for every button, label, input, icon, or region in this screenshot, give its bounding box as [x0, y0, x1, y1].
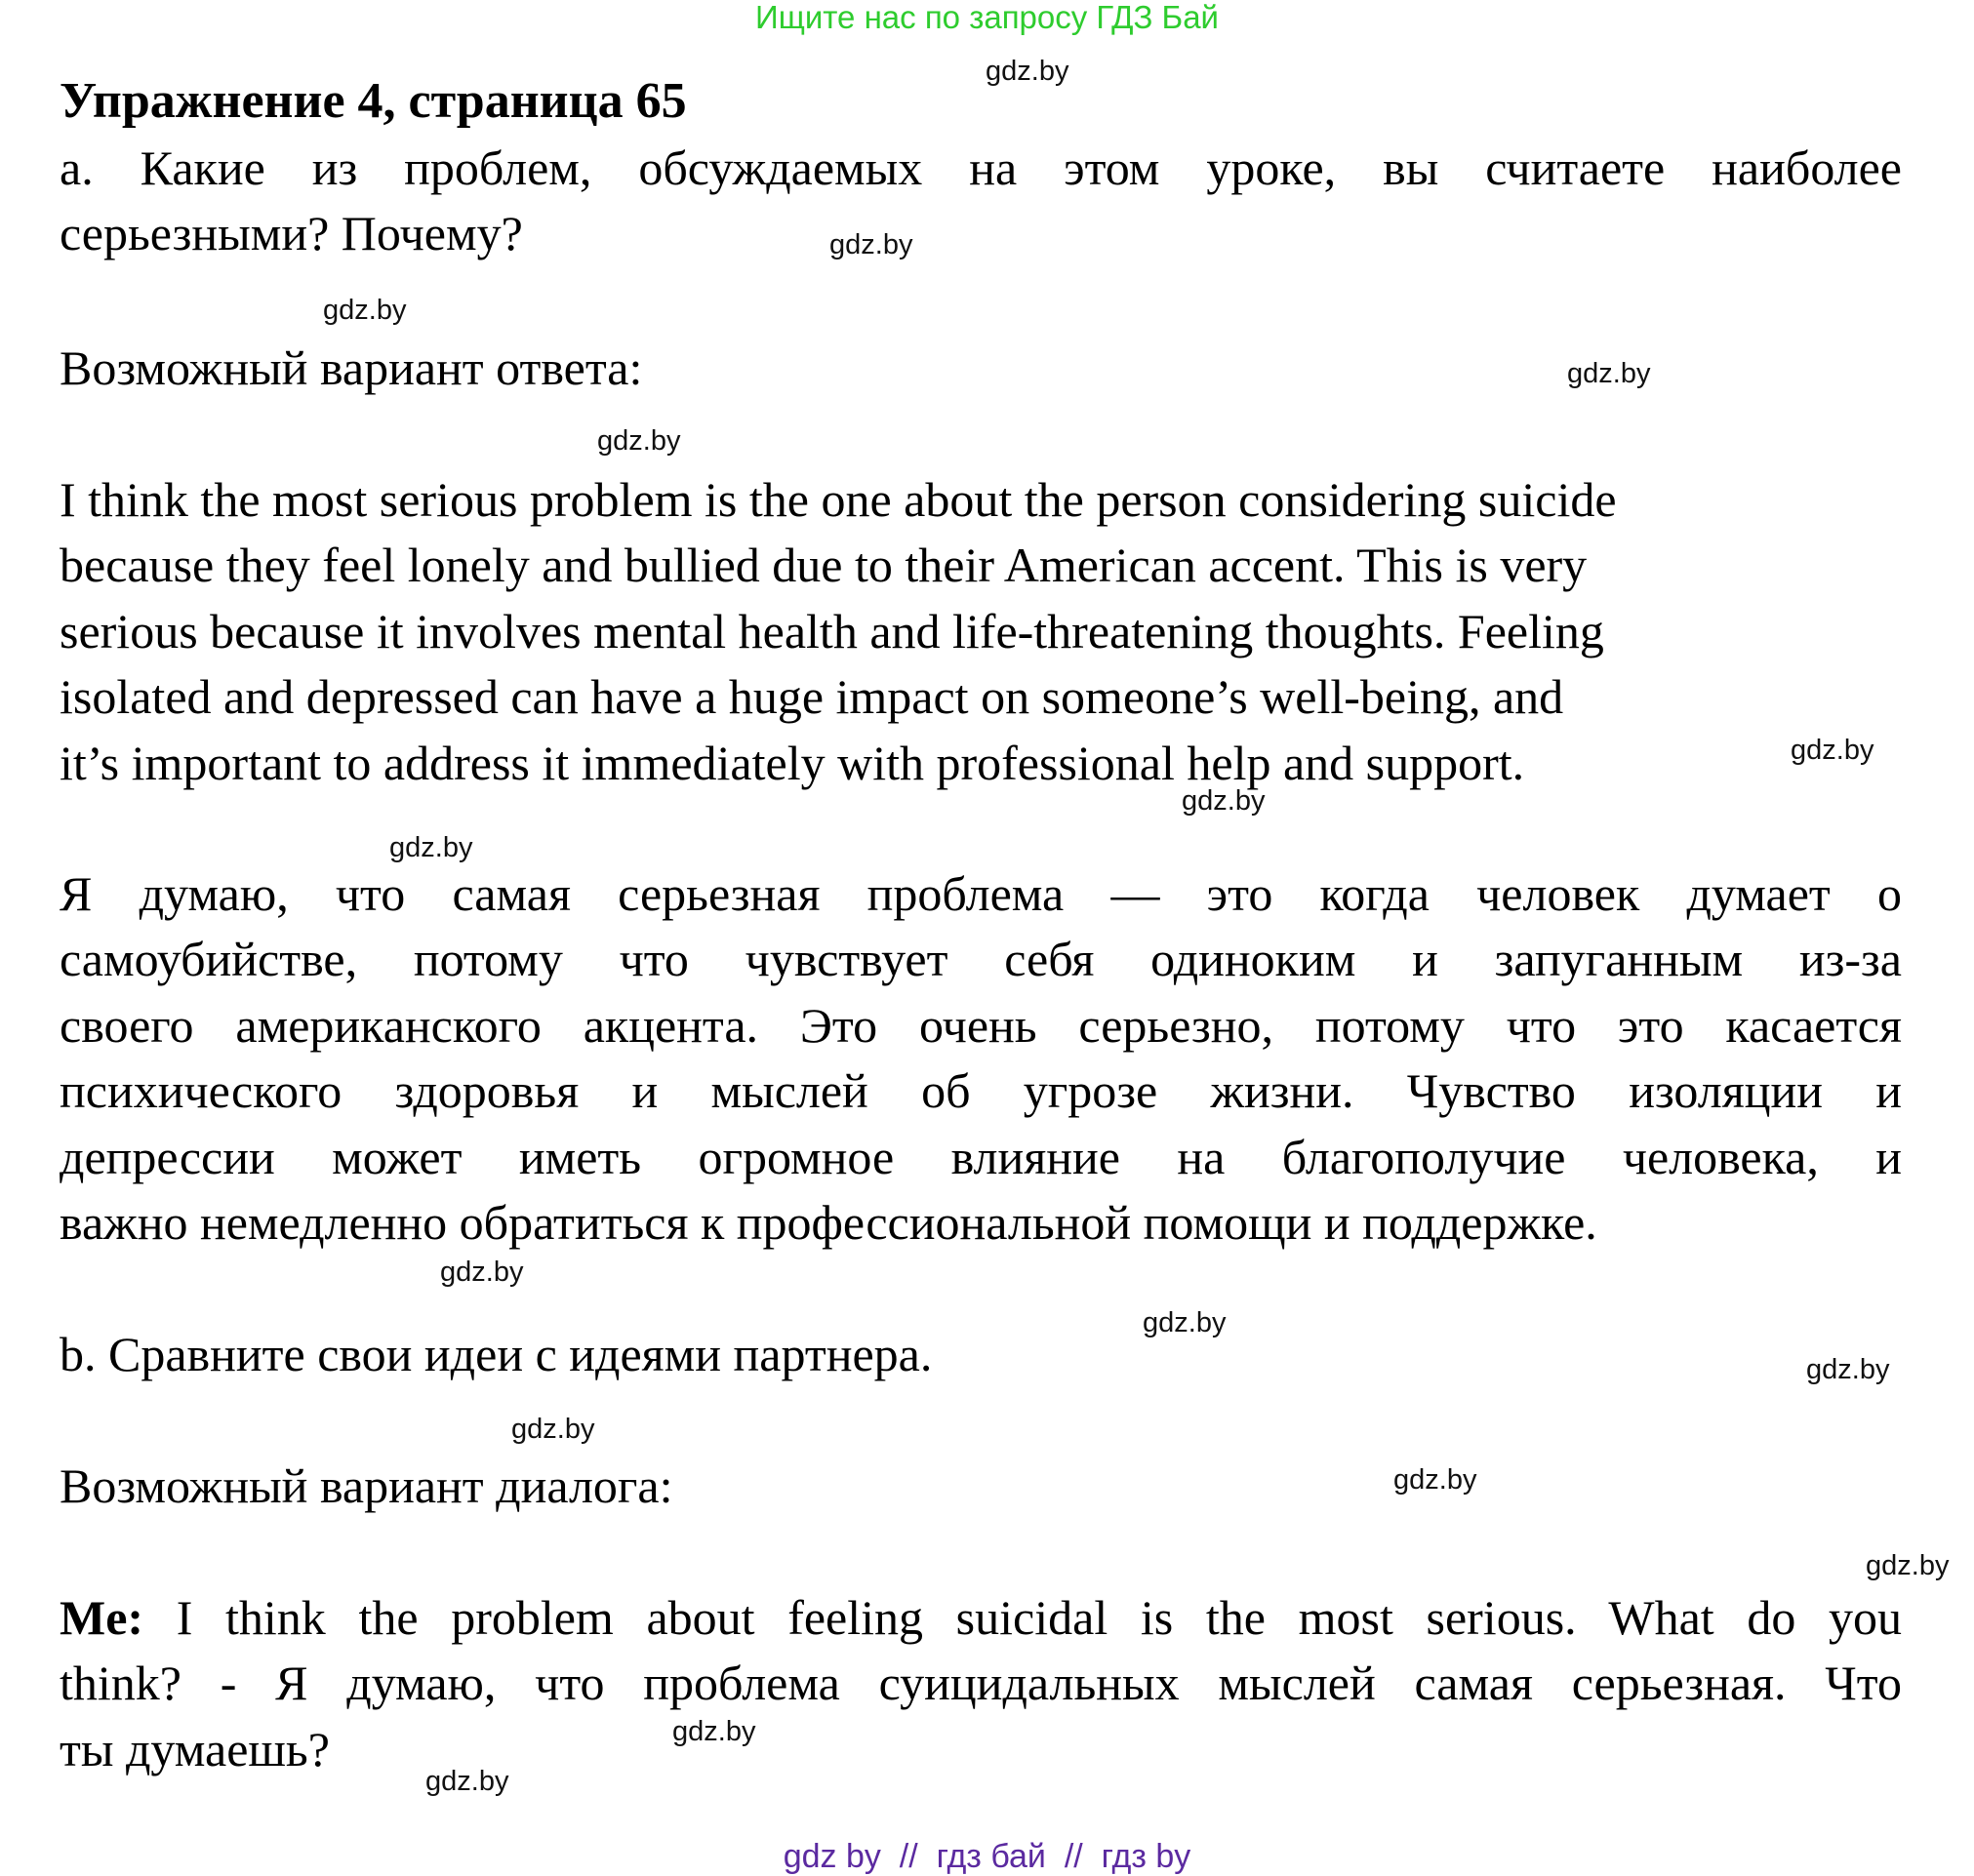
answer-line: it’s important to address it immediately with professional help and support.: [60, 735, 1525, 790]
watermark: gdz.by: [1567, 358, 1651, 389]
answer-line: важно немедленно обратиться к профессиональной помощи и поддержке.: [60, 1194, 1597, 1250]
task-a-line: серьезными? Почему?: [60, 206, 523, 261]
answer-line: I think the most serious problem is the one about the person considering suicide: [60, 472, 1617, 527]
search-hint-banner: Ищите нас по запросу ГДЗ Бай: [755, 0, 1219, 35]
answer-line: депрессии может иметь огромное влияние на благополучие человека, и: [60, 1129, 1902, 1184]
watermark: gdz.by: [829, 229, 913, 260]
answer-label: Возможный вариант ответа:: [60, 340, 643, 395]
answer-line: isolated and depressed can have a huge impact on someone’s well-being, and: [60, 669, 1564, 725]
watermark: gdz.by: [511, 1414, 595, 1445]
dialog-speaker: Me:: [60, 1590, 144, 1645]
watermark: gdz.by: [1806, 1354, 1890, 1385]
task-a-line: а. Какие из проблем, обсуждаемых на этом уроке, вы считаете наиболее: [60, 140, 1902, 195]
russian-answer: [60, 861, 1902, 1256]
watermark: gdz.by: [1866, 1550, 1950, 1581]
dialog-line: ты думаешь?: [60, 1721, 330, 1776]
exercise-heading: Упражнение 4, страница 65: [60, 73, 687, 129]
answer-line: Я думаю, что самая серьезная проблема — это когда человек думает о: [60, 866, 1902, 921]
dialog: [60, 1585, 1902, 1782]
watermark: gdz.by: [597, 425, 681, 457]
dialog-text: I think the problem about feeling suicidal is the most serious. What do you: [143, 1590, 1902, 1645]
watermark: gdz.by: [672, 1716, 756, 1747]
english-answer: [60, 467, 1902, 796]
watermark: gdz.by: [1791, 735, 1874, 766]
watermark: gdz.by: [986, 56, 1069, 87]
answer-line: самоубийстве, потому что чувствует себя одиноким и запуганным из-за: [60, 932, 1902, 987]
answer-line: своего американского акцента. Это очень серьезно, потому что это касается: [60, 997, 1902, 1053]
watermark: gdz.by: [1143, 1307, 1227, 1338]
dialog-line: [60, 1585, 1902, 1651]
watermark: gdz.by: [323, 295, 407, 326]
answer-line: serious because it involves mental health and life-threatening thoughts. Feeling: [60, 603, 1604, 659]
task-a: [60, 136, 1902, 267]
watermark: gdz.by: [389, 832, 473, 863]
footer-links: gdz by // гдз бай // гдз by: [783, 1838, 1191, 1875]
watermark: gdz.by: [1182, 785, 1266, 817]
dialog-label: Возможный вариант диалога:: [60, 1458, 673, 1513]
answer-line: психического здоровья и мыслей об угрозе жизни. Чувство изоляции и: [60, 1063, 1902, 1119]
dialog-line: think? - Я думаю, что проблема суицидальных мыслей самая серьезная. Что: [60, 1656, 1902, 1711]
answer-line: because they feel lonely and bullied due to their American accent. This is very: [60, 538, 1588, 593]
watermark: gdz.by: [1393, 1464, 1477, 1496]
task-b: b. Сравните свои идеи с идеями партнера.: [60, 1327, 933, 1381]
watermark: gdz.by: [440, 1257, 524, 1288]
watermark: gdz.by: [425, 1766, 509, 1797]
